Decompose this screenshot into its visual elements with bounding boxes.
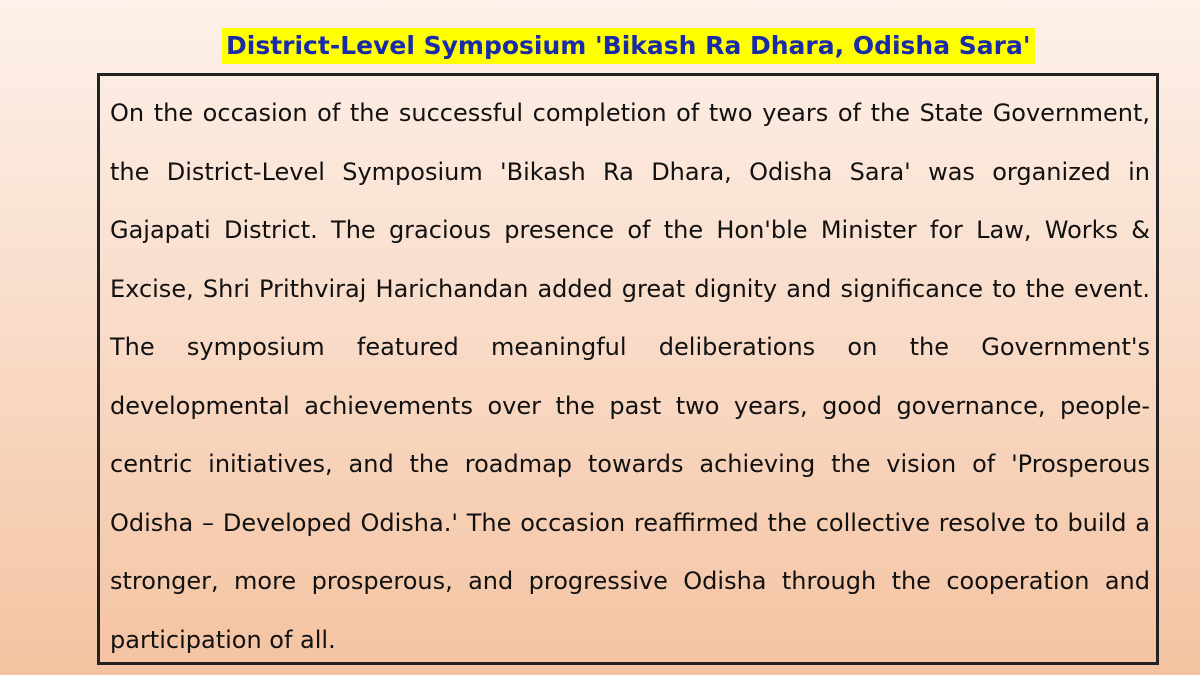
body-paragraph: On the occasion of the successful completion of two years of the State Government, the District-Level Symposium 'Bikash Ra Dhara, Odisha Sara' was organized in Gajapati District. The gracious presence of the Hon'ble Minister for Law, Works & Excise, Shri Prithviraj Harichandan added great dignity and significance to the event. The symposium featured meaningful deliberations on the Government's developmental achievements over the past two years, good governance, people-centric initiatives, and the roadmap towards achieving the vision of 'Prosperous Odisha – Developed Odisha.' The occasion reaffirmed the collective resolve to build a stronger, more prosperous, and progressive Odisha through the cooperation and participation of all.: [110, 99, 1150, 654]
text-box: [97, 73, 1159, 665]
slide-title: District-Level Symposium 'Bikash Ra Dhara, Odisha Sara': [222, 28, 1035, 64]
